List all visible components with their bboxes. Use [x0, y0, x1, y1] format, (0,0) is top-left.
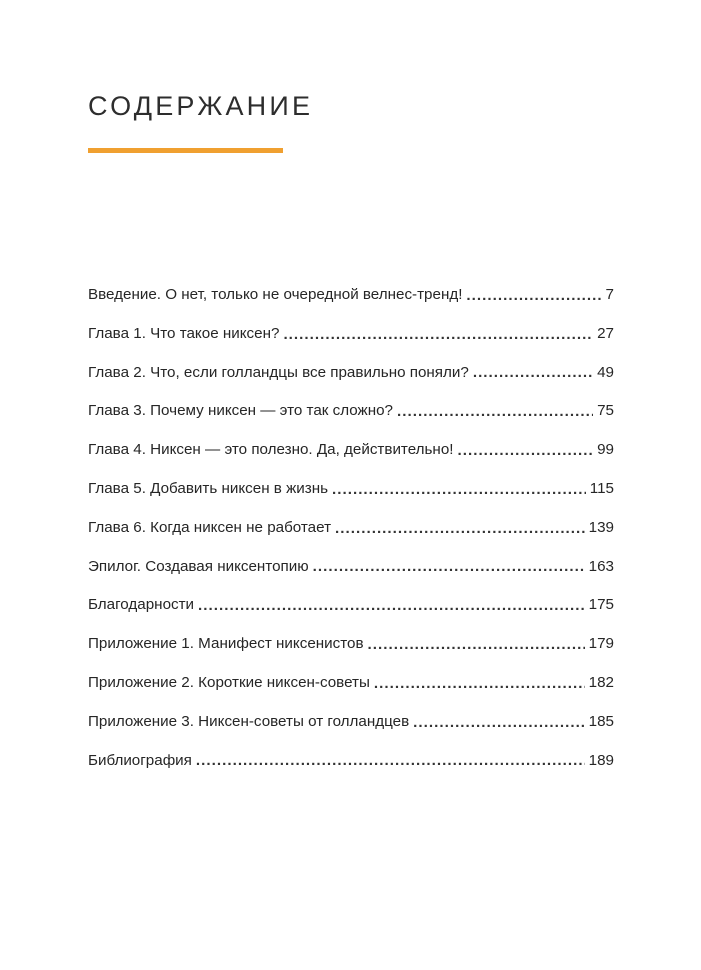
toc-entry-page: 99	[597, 441, 614, 459]
toc-entry-chapter-2[interactable]	[88, 364, 614, 403]
toc-entry-appendix-2[interactable]	[88, 674, 614, 713]
toc-entry-page: 7	[605, 286, 614, 303]
dot-leader	[457, 442, 593, 457]
toc-entry-page: 27	[597, 324, 614, 342]
dot-leader	[335, 520, 585, 535]
toc-entry-epilogue[interactable]	[88, 558, 614, 597]
toc-entry-label: Приложение 2. Короткие никсен-советы	[88, 673, 370, 691]
toc-entry-page: 115	[589, 479, 614, 497]
toc-entry-appendix-1[interactable]	[88, 635, 614, 674]
toc-entry-chapter-3[interactable]	[88, 402, 614, 441]
table-of-contents	[88, 286, 614, 790]
dot-leader	[368, 636, 585, 651]
dot-leader	[473, 364, 593, 379]
toc-entry-page: 179	[588, 635, 614, 653]
toc-entry-label: Глава 2. Что, если голландцы все правильно поняли?	[88, 363, 469, 381]
toc-entry-label: Приложение 1. Манифест никсенистов	[88, 635, 364, 653]
toc-entry-page: 139	[588, 518, 614, 536]
dot-leader	[466, 287, 601, 302]
toc-entry-page: 189	[588, 751, 614, 769]
toc-entry-chapter-6[interactable]	[88, 519, 614, 558]
toc-entry-label: Глава 3. Почему никсен — это так сложно?	[88, 402, 393, 420]
dot-leader	[413, 714, 585, 729]
toc-entry-label: Глава 5. Добавить никсен в жизнь	[88, 479, 328, 497]
toc-entry-chapter-1[interactable]	[88, 325, 614, 364]
toc-entry-page: 163	[588, 557, 614, 575]
toc-entry-label: Введение. О нет, только не очередной велнес-тренд!	[88, 286, 463, 303]
toc-entry-page: 185	[588, 712, 614, 730]
dot-leader	[313, 558, 585, 573]
page-title: СОДЕРЖАНИЕ	[88, 91, 314, 121]
toc-entry-page: 49	[597, 363, 614, 381]
toc-entry-introduction[interactable]	[88, 286, 614, 325]
toc-entry-acknowledgements[interactable]	[88, 596, 614, 635]
toc-entry-label: Глава 1. Что такое никсен?	[88, 324, 280, 342]
dot-leader	[332, 481, 586, 496]
dot-leader	[283, 326, 593, 341]
toc-entry-chapter-5[interactable]	[88, 480, 614, 519]
toc-entry-appendix-3[interactable]	[88, 713, 614, 752]
toc-entry-label: Эпилог. Создавая никсентопию	[88, 557, 309, 575]
toc-entry-bibliography[interactable]	[88, 752, 614, 791]
title-accent-rule	[88, 148, 283, 153]
toc-entry-label: Благодарности	[88, 596, 195, 614]
toc-entry-page: 182	[588, 673, 614, 691]
dot-leader	[397, 403, 593, 418]
toc-entry-page: 75	[597, 402, 614, 420]
toc-entry-chapter-4[interactable]	[88, 441, 614, 480]
toc-entry-label: Глава 6. Когда никсен не работает	[88, 518, 332, 536]
toc-entry-label: Приложение 3. Никсен-советы от голландцев	[88, 712, 410, 730]
toc-entry-page: 175	[588, 596, 614, 614]
toc-entry-label: Библиография	[88, 751, 192, 769]
toc-entry-label: Глава 4. Никсен — это полезно. Да, действительно!	[88, 441, 454, 459]
dot-leader	[374, 675, 585, 690]
dot-leader	[198, 597, 585, 612]
dot-leader	[196, 752, 585, 767]
